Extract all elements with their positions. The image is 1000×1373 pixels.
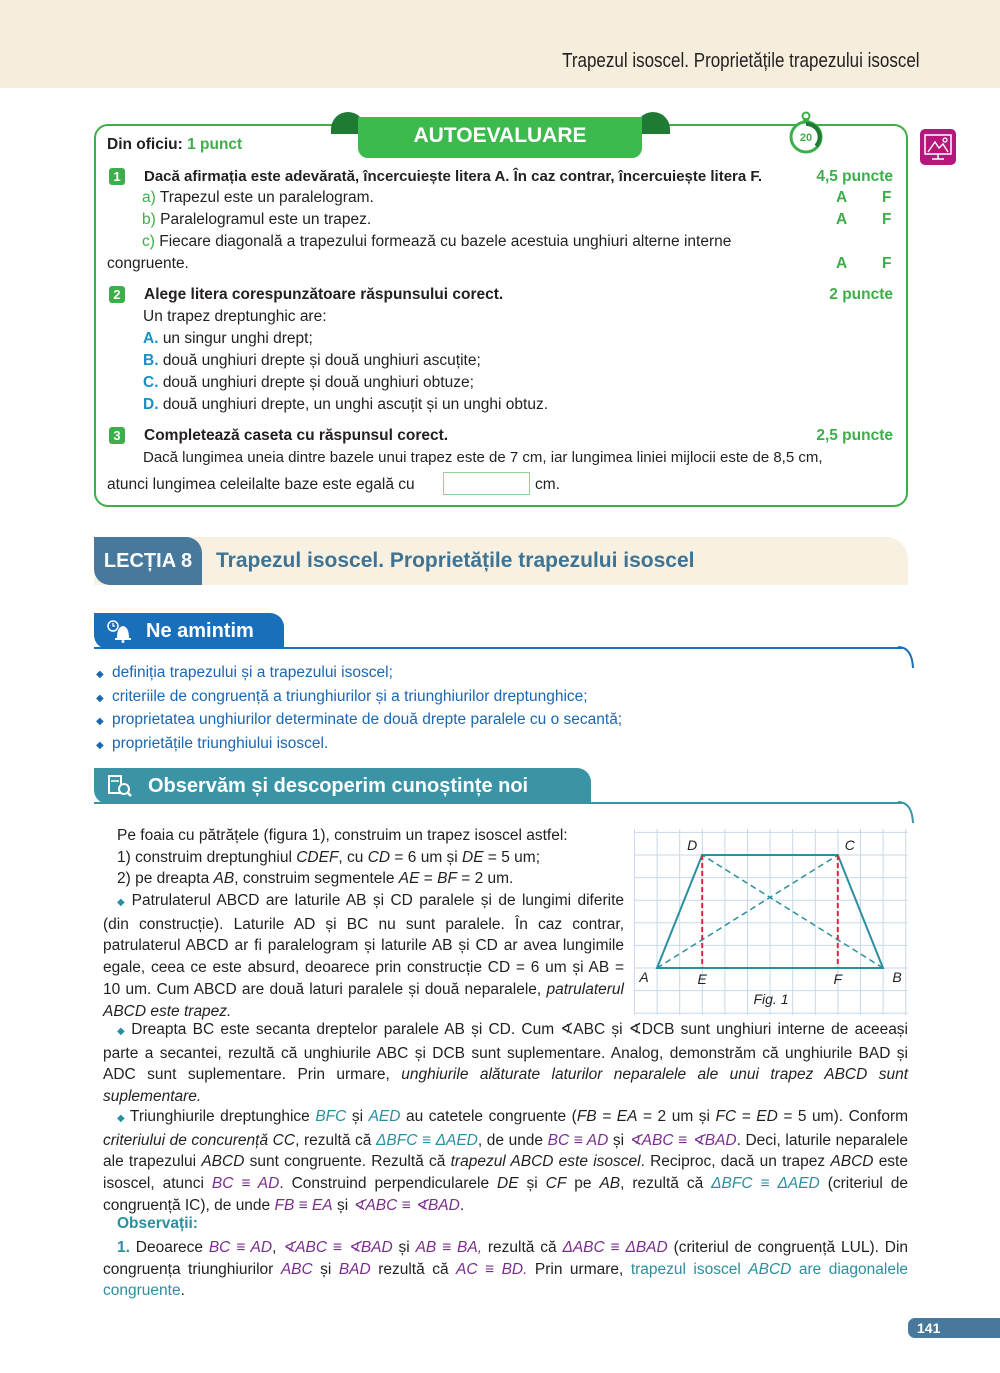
list-item	[96, 733, 622, 757]
book-search-icon	[106, 773, 134, 805]
trapezoid-figure	[634, 829, 908, 1015]
option-letter: D.	[143, 396, 159, 413]
stopwatch-icon	[786, 111, 826, 155]
option-letter: B.	[143, 352, 159, 369]
item-text: Trapezul este un paralelogram.	[159, 189, 374, 206]
section-divider-curve	[898, 801, 916, 825]
bullet-icon: ◆	[96, 740, 104, 752]
step-1: 1) construim dreptunghiul CDEF, cu CD = 6 um și DE = 5 um;	[117, 848, 541, 866]
item-text: Paralelogramul este un trapez.	[160, 211, 372, 228]
q1-points: 4,5 puncte	[816, 168, 893, 185]
list-item-text: definiția trapezului și a trapezului isoscel;	[112, 664, 393, 681]
q2-stem: Un trapez dreptunghic are:	[143, 308, 327, 325]
bullet-icon: ◆	[96, 692, 104, 704]
section-divider	[94, 802, 902, 804]
din-oficiu-label: Din oficiu:	[107, 136, 183, 153]
q3-line1: Dacă lungimea uneia dintre bazele unui trapez este de 7 cm, iar lungimea liniei mijlocii este de 8,5 cm,	[143, 449, 823, 466]
point-label-E: E	[697, 971, 707, 987]
point-label-D: D	[687, 837, 698, 853]
bullet-icon: ◆	[117, 1026, 132, 1037]
option-letter: C.	[143, 374, 159, 391]
q2-points: 2 puncte	[829, 286, 893, 303]
lesson-title: Trapezul isoscel. Proprietățile trapezului isoscel	[216, 549, 695, 572]
bullet-icon: ◆	[117, 1113, 130, 1124]
q1-prompt: Dacă afirmația este adevărată, încercuiește litera A. În caz contrar, încercuiește litera F.	[144, 168, 763, 185]
question-number-badge: 1	[109, 168, 125, 185]
question-number-badge: 2	[109, 286, 125, 303]
autoevaluare-banner: AUTOEVALUARE	[358, 117, 642, 158]
option-letter: A.	[143, 330, 159, 347]
ne-amintim-list	[96, 662, 622, 757]
point-label-B: B	[892, 969, 902, 985]
question-number-badge: 3	[109, 427, 125, 444]
bullet-icon: ◆	[117, 897, 132, 908]
point-label-A: A	[639, 969, 649, 985]
paragraph-trapez-proof	[103, 890, 624, 1022]
q3-line2: atunci lungimea celeilalte baze este egală cu	[107, 476, 415, 493]
q2-option-c[interactable]	[143, 374, 474, 392]
item-letter: c)	[142, 233, 155, 250]
option-text: un singur unghi drept;	[162, 330, 313, 347]
choice-c-false[interactable]: F	[882, 255, 892, 272]
q3-answer-input[interactable]	[443, 472, 530, 495]
q2-option-b[interactable]	[143, 352, 481, 370]
paragraph-text: Patrulaterul ABCD are laturile AB și CD paralele și de lungimi diferite (din construcție). Laturile AD și BC nu sunt paralele. În caz contrar, patrulaterul ABCD ar fi paralelogram și laturile AB și CD ar avea lungimile egale, ceea ce este absurd, deoarece prin construcție CD = 6 um și AB = 10 um. Cum ABCD are două laturi paralele și două neparalele,	[103, 892, 624, 998]
lesson-number-tag: LECȚIA 8	[94, 537, 202, 585]
point-label-F: F	[833, 971, 843, 987]
option-text: două unghiuri drepte și două unghiuri obtuze;	[162, 374, 474, 391]
q1-item-a	[142, 189, 374, 207]
din-oficiu-points: 1 punct	[187, 136, 243, 153]
list-item	[96, 709, 622, 733]
q2-prompt: Alege litera corespunzătoare răspunsului corect.	[144, 286, 504, 303]
list-item-text: proprietatea unghiurilor determinate de două drepte paralele cu o secantă;	[112, 711, 623, 729]
running-header-band	[0, 0, 1000, 88]
digital-resource-icon[interactable]	[920, 129, 956, 165]
step-2: 2) pe dreapta AB, construim segmentele AE = BF = 2 um.	[117, 870, 514, 888]
choice-b-true[interactable]: A	[836, 211, 848, 228]
choice-a-false[interactable]: F	[882, 189, 892, 206]
option-text: două unghiuri drepte și două unghiuri ascuțite;	[162, 352, 481, 369]
timer-minutes: 20	[799, 132, 813, 144]
paragraph-isosceles: ◆ Triunghiurile dreptunghice BFC și AED au catetele congruente (FB = EA = 2 um și FC = ED = 5 um). Conform criteriului de concurență CC, rezultă că ΔBFC ≡ ΔAED, de unde BC ≡ AD și ∢ABC ≡ ∢BAD. Deci, laturile neparalele ale trapezului ABCD sunt congruente. Rezultă că trapezul ABCD este isoscel. Reciproc, dacă un trapez ABCD este isoscel, atunci BC ≡ AD. Construind perpendicularele DE și CF pe AB, rezultă că ΔBFC ≡ ΔAED (criteriul de congruență IC), de unde FB ≡ EA și ∢ABC ≡ ∢BAD.	[103, 1108, 909, 1214]
bullet-icon: ◆	[96, 716, 104, 728]
item-letter: a)	[142, 189, 156, 206]
q1-item-b	[142, 211, 371, 229]
paragraph-supplementary	[103, 1019, 908, 1108]
choice-a-true[interactable]: A	[836, 189, 848, 206]
running-header-title: Trapezul isoscel. Proprietățile trapezului isoscel	[562, 50, 920, 72]
q1-item-c-cont: congruente.	[107, 255, 189, 272]
paragraph-text: Dreapta BC este secanta dreptelor paralele AB și CD. Cum ∢ABC și ∢DCB sunt unghiuri interne de aceeași parte a secantei, rezultă că unghiurile ABC și DCB sunt suplementare. Analog, demonstrăm că unghiurile BAD și ADC sunt suplementare. Prin urmare,	[103, 1021, 909, 1084]
point-label-C: C	[844, 837, 855, 853]
observam-tab	[94, 768, 591, 804]
list-item-text: proprietățile triunghiului isoscel.	[112, 735, 329, 753]
q3-prompt: Completează caseta cu răspunsul corect.	[144, 427, 449, 444]
figure-caption: Fig. 1	[753, 991, 789, 1007]
q1-item-c	[142, 233, 731, 251]
q2-option-a[interactable]	[143, 330, 313, 348]
observatie-1: 1. Deoarece BC ≡ AD, ∢ABC ≡ ∢BAD și AB ≡ BA, rezultă că ΔABC ≡ ΔBAD (criteriul de congruență LUL). Din congruența triunghiurilor ABC și BAD rezultă că AC ≡ BD. Prin urmare, trapezul isoscel ABCD are diagonalele congruente.	[103, 1239, 909, 1300]
q2-option-d[interactable]	[143, 396, 548, 414]
bell-clock-icon	[106, 619, 132, 649]
q3-unit: cm.	[535, 476, 560, 493]
observatii-title: Observații:	[117, 1215, 198, 1232]
din-oficiu	[107, 136, 242, 154]
observam-intro	[117, 825, 627, 890]
list-item	[96, 662, 622, 686]
item-letter: b)	[142, 211, 156, 228]
section-divider-curve	[898, 646, 916, 670]
intro-text: Pe foaia cu pătrățele (figura 1), construim un trapez isoscel astfel:	[117, 827, 568, 844]
figure-1	[634, 829, 908, 1015]
page-number: 141	[908, 1318, 1000, 1338]
option-text: două unghiuri drepte, un unghi ascuțit și un unghi obtuz.	[162, 396, 549, 413]
choice-b-false[interactable]: F	[882, 211, 892, 228]
ne-amintim-tab	[94, 613, 284, 649]
ne-amintim-title: Ne amintim	[146, 620, 254, 642]
list-item	[96, 686, 622, 710]
list-item-text: criteriile de congruență a triunghiurilor și a triunghiurilor dreptunghice;	[112, 687, 588, 705]
observam-title: Observăm și descoperim cunoștințe noi	[148, 775, 529, 797]
section-divider	[94, 647, 902, 649]
paragraph-conclusion: unghiurile alăturate laturilor neparalele ale unui trapez ABCD sunt suplementare.	[103, 1066, 909, 1106]
bullet-icon: ◆	[96, 669, 104, 680]
q3-points: 2,5 puncte	[816, 427, 893, 444]
paragraph-conclusion: patrulaterul ABCD este trapez.	[103, 980, 624, 1020]
choice-c-true[interactable]: A	[836, 255, 848, 272]
item-text: Fiecare diagonală a trapezului formează cu bazele acestuia unghiuri alterne interne	[159, 233, 732, 250]
